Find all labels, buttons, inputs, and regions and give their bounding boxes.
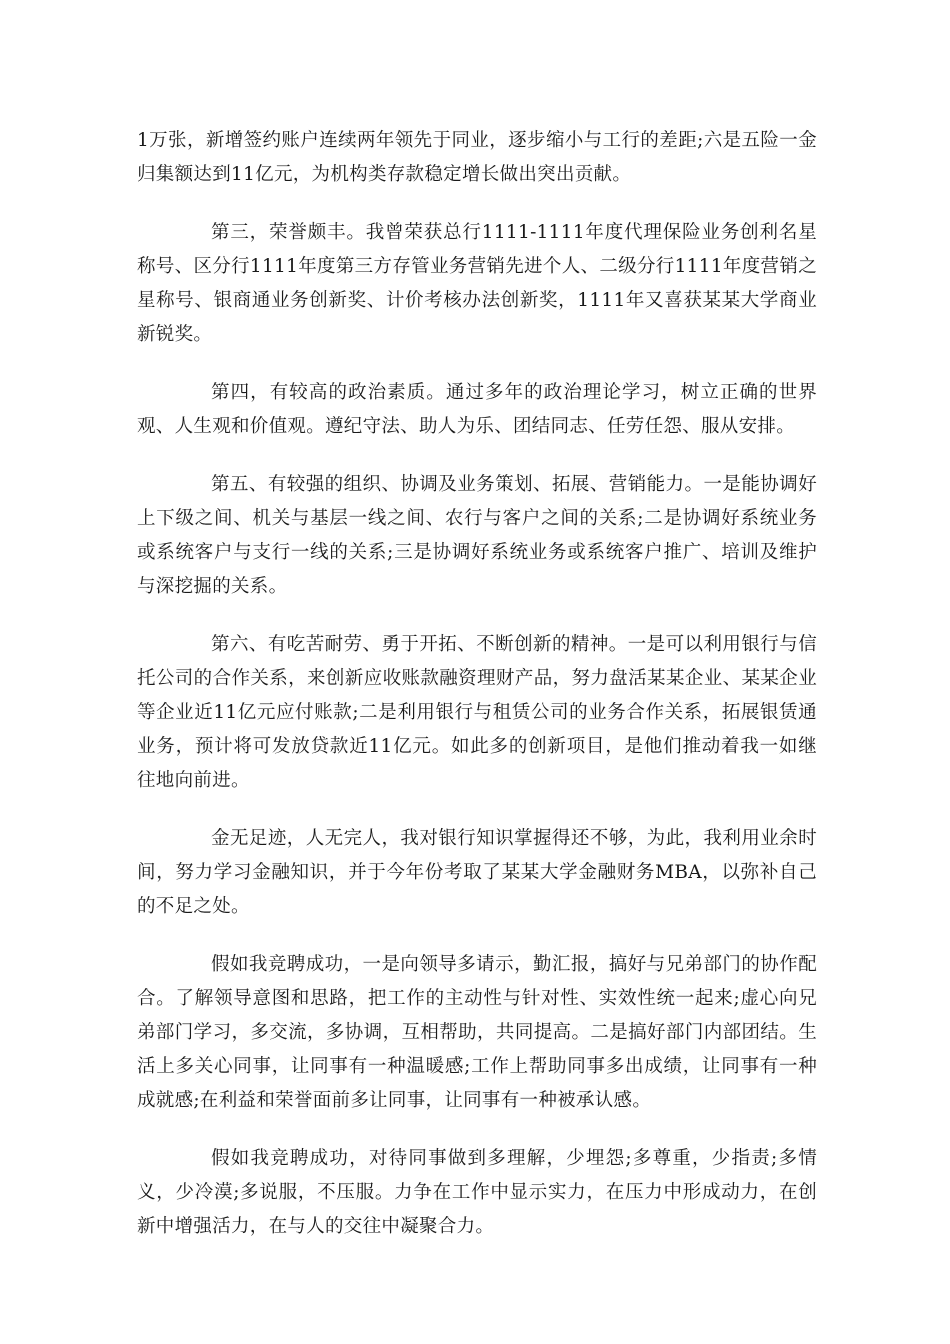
paragraph-organization-ability: 第五、有较强的组织、协调及业务策划、拓展、营销能力。一是能协调好上下级之间、机关与基层一线之间、农行与客户之间的关系;二是协调好系统业务或系统客户与支行一线的关系;三是协调好系统业务或系统客户推广、培训及维护与深挖掘的关系。 [137, 474, 817, 597]
paragraph-continuation: 1万张，新增签约账户连续两年领先于同业，逐步缩小与工行的差距;六是五险一金归集额达到11亿元，为机构类存款稳定增长做出突出贡献。 [137, 130, 817, 185]
paragraph-political-quality: 第四，有较高的政治素质。通过多年的政治理论学习，树立正确的世界观、人生观和价值观。遵纪守法、助人为乐、团结同志、任劳任怨、服从安排。 [137, 382, 817, 437]
paragraph-plan-two: 假如我竞聘成功，对待同事做到多理解，少埋怨;多尊重，少指责;多情义，少冷漠;多说服，不压服。力争在工作中显示实力，在压力中形成动力，在创新中增强活力，在与人的交往中凝聚合力。 [137, 1148, 817, 1237]
paragraph-honors: 第三，荣誉颇丰。我曾荣获总行1111-1111年度代理保险业务创利名星称号、区分行1111年度第三方存管业务营销先进个人、二级分行1111年度营销之星称号、银商通业务创新奖、计价考核办法创新奖，1111年又喜获某某大学商业新锐奖。 [137, 222, 817, 345]
paragraph-innovation-spirit: 第六、有吃苦耐劳、勇于开拓、不断创新的精神。一是可以利用银行与信托公司的合作关系，来创新应收账款融资理财产品，努力盘活某某企业、某某企业等企业近11亿元应付账款;二是利用银行与租赁公司的业务合作关系，拓展银赁通业务，预计将可发放贷款近11亿元。如此多的创新项目，是他们推动着我一如继往地向前进。 [137, 634, 817, 791]
paragraph-plan-one: 假如我竞聘成功，一是向领导多请示，勤汇报，搞好与兄弟部门的协作配合。了解领导意图和思路，把工作的主动性与针对性、实效性统一起来;虚心向兄弟部门学习，多交流，多协调，互相帮助，共同提高。二是搞好部门内部团结。生活上多关心同事，让同事有一种温暖感;工作上帮助同事多出成绩，让同事有一种成就感;在利益和荣誉面前多让同事，让同事有一种被承认感。 [137, 954, 817, 1111]
document-body [137, 124, 817, 1268]
paragraph-self-improvement: 金无足迹，人无完人，我对银行知识掌握得还不够，为此，我利用业余时间，努力学习金融知识，并于今年份考取了某某大学金融财务MBA，以弥补自己的不足之处。 [137, 828, 817, 917]
